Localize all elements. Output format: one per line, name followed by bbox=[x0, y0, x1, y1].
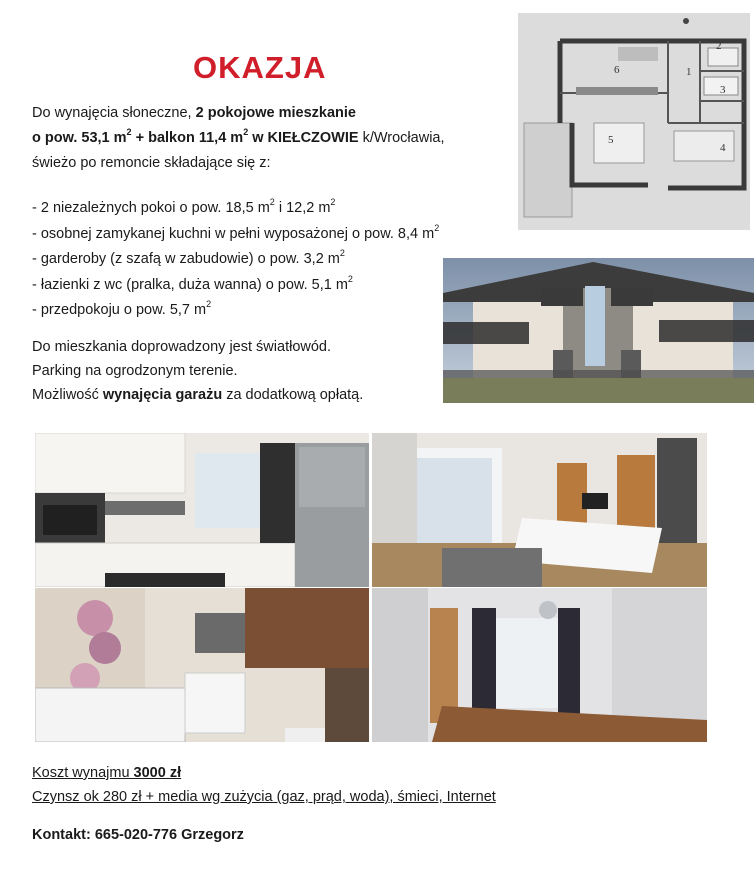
contact-info: Kontakt: 665-020-776 Grzegorz bbox=[32, 827, 244, 843]
intro-line-3: świeżo po remoncie składające się z: bbox=[32, 155, 271, 171]
list-item bbox=[32, 222, 439, 248]
list-item bbox=[32, 196, 439, 222]
extra-info bbox=[32, 335, 363, 407]
bedroom-photo bbox=[372, 588, 707, 742]
sup: 2 bbox=[269, 197, 275, 207]
feature-text: - łazienki z wc (pralka, duża wanna) o pow. 5,1 m bbox=[32, 276, 348, 293]
floor-plan-image bbox=[518, 13, 750, 230]
feature-text: - garderoby (z szafą w zabudowie) o pow. 3,2 m bbox=[32, 251, 340, 267]
feature-text: - 2 niezależnych pokoi o pow. 18,5 m bbox=[32, 200, 270, 216]
intro-line-1-a: Do wynajęcia słoneczne, bbox=[32, 105, 196, 121]
feature-text: - przedpokoju o pow. 5,7 m bbox=[32, 302, 207, 318]
room-label: 2 bbox=[716, 40, 722, 52]
rent-label: Koszt wynajmu bbox=[32, 765, 134, 781]
extra-line-2: Parking na ogrodzonym terenie. bbox=[32, 363, 238, 379]
extra-line-3-c: za dodatkową opłatą. bbox=[222, 387, 364, 403]
room-label: 6 bbox=[614, 64, 620, 76]
sup: 2 bbox=[339, 248, 345, 258]
features-list bbox=[32, 196, 439, 324]
sup: 2 bbox=[330, 197, 336, 207]
extra-line-1: Do mieszkania doprowadzony jest światłowód. bbox=[32, 339, 332, 355]
intro-line-2 bbox=[32, 126, 445, 151]
sup: 2 bbox=[434, 222, 440, 233]
rent-value: 3000 zł bbox=[133, 765, 182, 781]
feature-text: - osobnej zamykanej kuchni w pełni wyposażonej o pow. 8,4 m bbox=[32, 225, 435, 242]
kitchen-photo bbox=[35, 433, 369, 587]
living-room-photo bbox=[372, 433, 707, 587]
room-label: 3 bbox=[720, 84, 726, 96]
sup: 2 bbox=[347, 273, 353, 284]
page-title: OKAZJA bbox=[193, 50, 327, 85]
sup: 2 bbox=[243, 127, 249, 137]
list-item bbox=[32, 273, 439, 299]
intro-balcony: + balkon 11,4 m bbox=[131, 130, 244, 146]
room-label: 5 bbox=[608, 134, 614, 146]
list-item bbox=[32, 298, 439, 324]
rent-price bbox=[32, 765, 181, 781]
building-photo bbox=[443, 258, 754, 403]
room-label: 4 bbox=[720, 142, 726, 154]
intro-area: o pow. 53,1 m bbox=[32, 130, 127, 146]
intro-city: k/Wrocławia, bbox=[358, 130, 445, 146]
extra-line-3 bbox=[32, 383, 363, 407]
sup: 2 bbox=[206, 299, 212, 309]
intro-line-1 bbox=[32, 101, 445, 126]
bathroom-photo bbox=[35, 588, 369, 742]
intro-location: w KIEŁCZOWIE bbox=[248, 130, 359, 146]
sup: 2 bbox=[126, 127, 132, 137]
feature-tail: i 12,2 m bbox=[274, 200, 331, 216]
room-label: 1 bbox=[686, 66, 692, 78]
garage-highlight: wynajęcia garażu bbox=[102, 387, 223, 403]
list-item bbox=[32, 247, 439, 273]
intro-line-1-b: 2 pokojowe mieszkanie bbox=[195, 105, 356, 121]
fees-text: Czynsz ok 280 zł + media wg zużycia (gaz, prąd, woda), śmieci, Internet bbox=[32, 789, 496, 805]
intro-text bbox=[32, 101, 445, 176]
extra-line-3-a: Możliwość bbox=[32, 387, 103, 403]
